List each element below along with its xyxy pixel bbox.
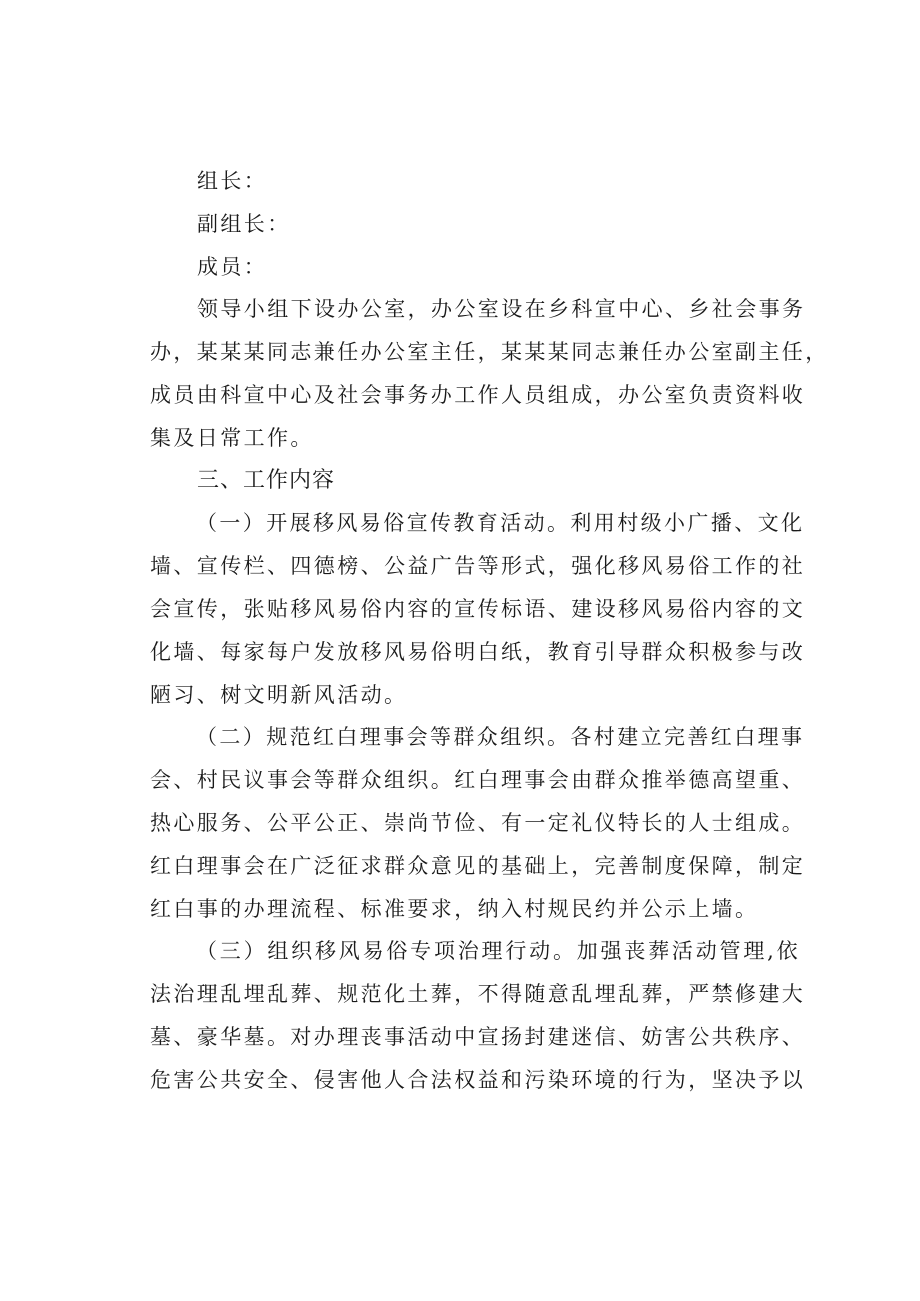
office-paragraph: [150, 288, 829, 459]
paragraph-line: 化墙、每家每户发放移风易俗明白纸，教育引导群众积极参与改: [150, 639, 806, 664]
paragraph-line: 危害公共安全、侵害他人合法权益和污染环境的行为，坚决予以: [150, 1067, 806, 1092]
paragraph-line: 办，某某某同志兼任办公室主任，某某某同志兼任办公室副主任，: [150, 340, 829, 365]
paragraph-line: 墙、宣传栏、四德榜、公益广告等形式，强化移风易俗工作的社: [150, 554, 806, 579]
paragraph-line: 墓、豪华墓。对办理丧事活动中宣扬封建迷信、妨害公共秩序、: [150, 1024, 806, 1049]
paragraph-line: 陋习、树文明新风活动。: [150, 682, 408, 707]
paragraph-line: （一）开展移风易俗宣传教育活动。利用村级小广播、文化: [196, 511, 805, 536]
paragraph-line: 会、村民议事会等群众组织。红白理事会由群众推举德高望重、: [150, 768, 806, 793]
paragraph-line: （二）规范红白理事会等群众组织。各村建立完善红白理事: [196, 725, 805, 750]
paragraph-line: 成员由科宣中心及社会事务办工作人员组成，办公室负责资料收: [150, 382, 806, 407]
paragraph-line: 领导小组下设办公室，办公室设在乡科宣中心、乡社会事务: [197, 297, 806, 322]
item-three-paragraph: [150, 930, 806, 1101]
item-one-paragraph: [150, 502, 806, 716]
paragraph-line: 会宣传，张贴移风易俗内容的宣传标语、建设移风易俗内容的文: [150, 596, 806, 621]
deputy-leader-line: 副组长：: [197, 211, 291, 236]
paragraph-line: 热心服务、公平公正、崇尚节俭、有一定礼仪特长的人士组成。: [150, 810, 806, 835]
paragraph-line: 法治理乱埋乱葬、规范化土葬，不得随意乱埋乱葬，严禁修建大: [150, 982, 806, 1007]
members-line: 成员：: [197, 254, 268, 279]
document-page: [150, 160, 829, 1102]
item-two-paragraph: [150, 716, 806, 930]
leader-line: 组长：: [197, 169, 268, 193]
paragraph-line: 红白理事会在广泛征求群众意见的基础上，完善制度保障，制定: [150, 853, 806, 878]
paragraph-line: 集及日常工作。: [150, 425, 314, 450]
paragraph-line: （三）组织移风易俗专项治理行动。加强丧葬活动管理,依: [196, 939, 800, 964]
paragraph-line: 红白事的办理流程、标准要求，纳入村规民约并公示上墙。: [150, 896, 759, 921]
section-heading: 三、工作内容: [197, 467, 336, 493]
